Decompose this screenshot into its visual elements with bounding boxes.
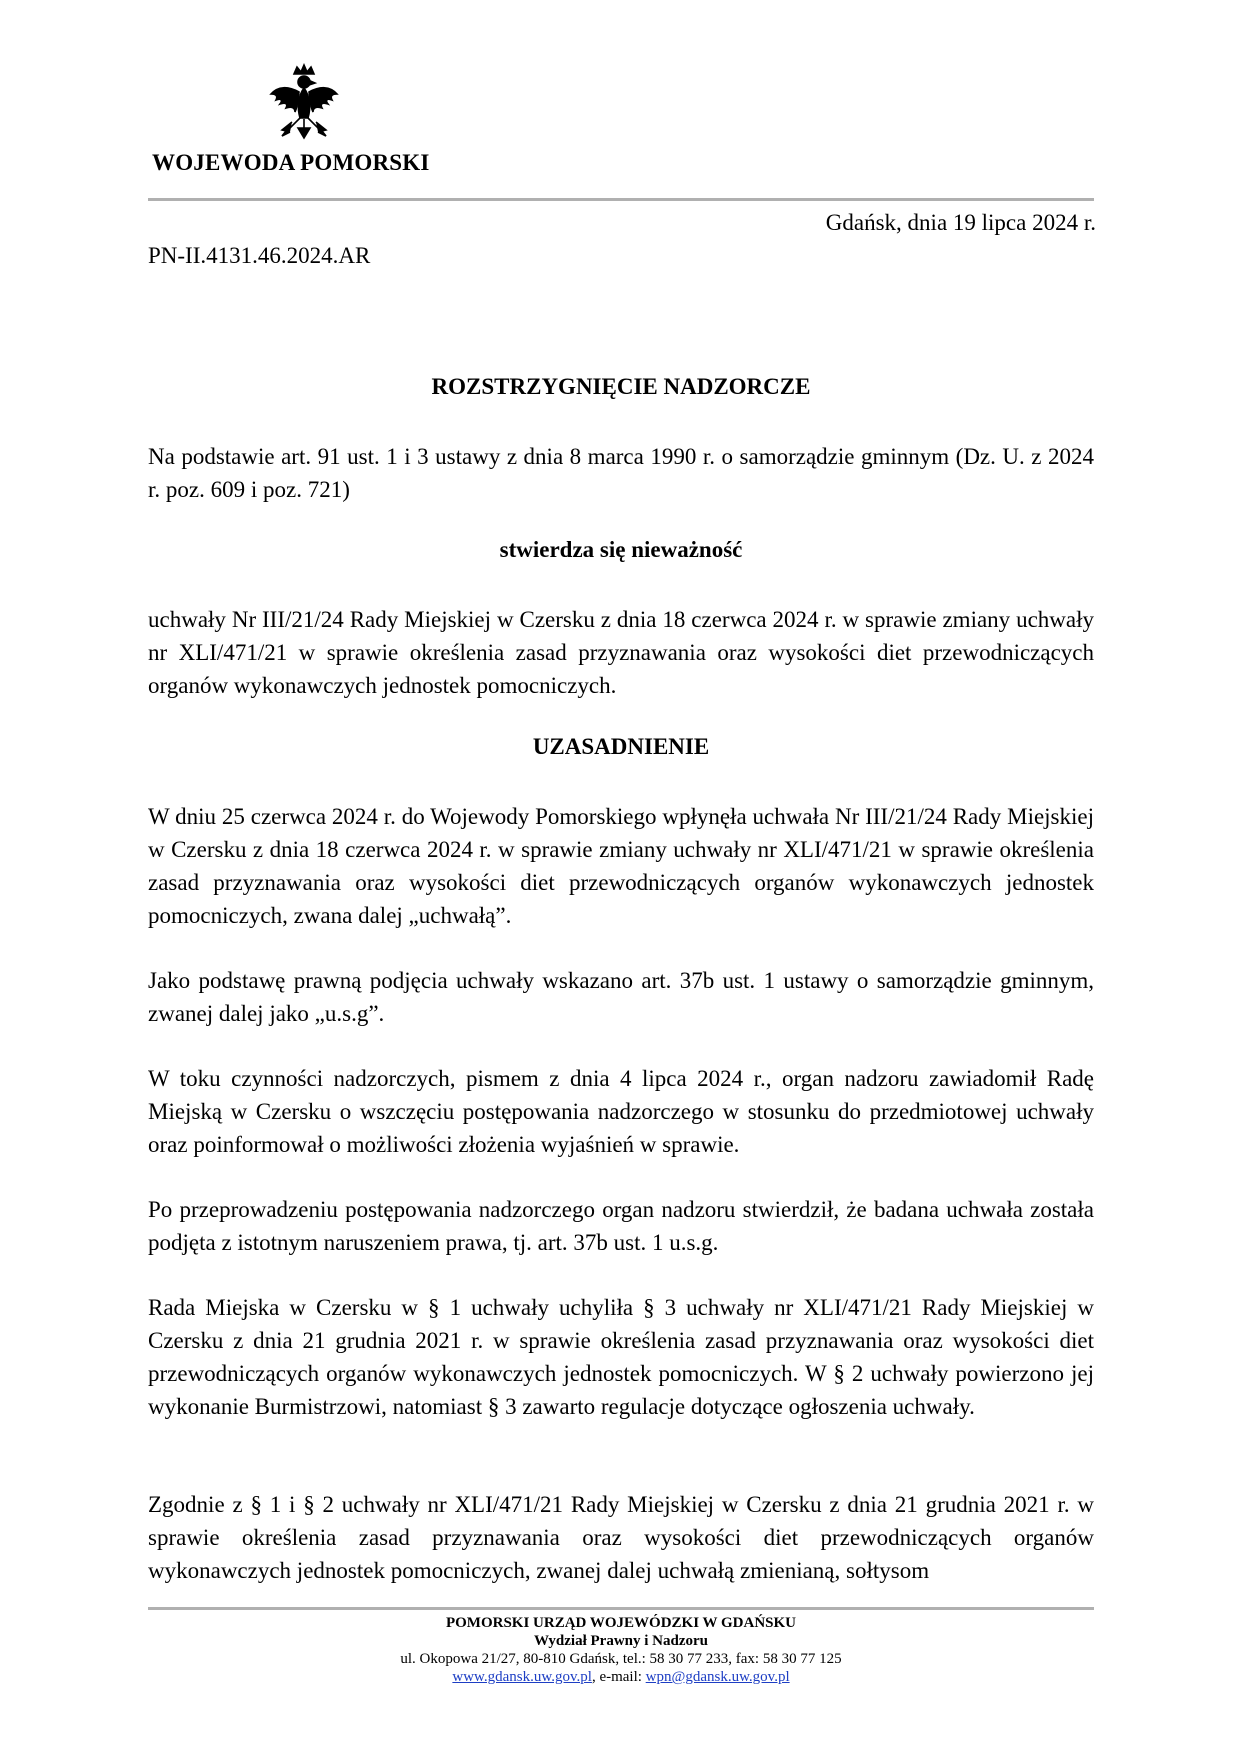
legal-basis-paragraph: Na podstawie art. 91 ust. 1 i 3 ustawy z dnia 8 marca 1990 r. o samorządzie gminnym (Dz. U. z 2024 r. poz. 609 i poz. 721) xyxy=(148,444,1094,502)
document-title: ROZSTRZYGNIĘCIE NADZORCZE xyxy=(431,374,811,399)
footer-divider xyxy=(148,1607,1094,1610)
issuer-name: WOJEWODA POMORSKI xyxy=(152,150,430,175)
decision-heading: stwierdza się nieważność xyxy=(499,537,743,562)
justification-paragraph-3: W toku czynności nadzorczych, pismem z dnia 4 lipca 2024 r., organ nadzoru zawiadomił Radę Miejską w Czersku o wszczęciu postępowania nadzorczego w stosunku do przedmiotowej uchwały oraz poinformował o możliwości złożenia wyjaśnień w sprawie. xyxy=(148,1066,1094,1157)
justification-paragraph-5: Rada Miejska w Czersku w § 1 uchwały uchyliła § 3 uchwały nr XLI/471/21 Rady Miejskiej w Czersku z dnia 21 grudnia 2021 r. w sprawie określenia zasad przyznawania oraz wysokości diet przewodniczących organów wykonawczych jednostek pomocniczych. W § 2 uchwały powierzono jej wykonanie Burmistrzowi, natomiast § 3 zawarto regulacje dotyczące ogłoszenia uchwały. xyxy=(148,1295,1094,1419)
header-divider xyxy=(148,198,1094,201)
justification-heading: UZASADNIENIE xyxy=(532,734,710,759)
footer-office: POMORSKI URZĄD WOJEWÓDZKI W GDAŃSKU xyxy=(445,1615,797,1631)
footer-email-link[interactable]: wpn@gdansk.uw.gov.pl xyxy=(645,1669,790,1685)
subject-paragraph: uchwały Nr III/21/24 Rady Miejskiej w Czersku z dnia 18 czerwca 2024 r. w sprawie zmiany uchwały nr XLI/471/21 w sprawie określenia zasad przyznawania oraz wysokości diet przewodniczących organów wykonawczych jednostek pomocniczych. xyxy=(148,607,1094,698)
reference-number: PN-II.4131.46.2024.AR xyxy=(148,243,371,268)
justification-paragraph-4: Po przeprowadzeniu postępowania nadzorczego organ nadzoru stwierdził, że badana uchwała została podjęta z istotnym naruszeniem prawa, tj. art. 37b ust. 1 u.s.g. xyxy=(148,1197,1094,1255)
footer-website-link[interactable]: www.gdansk.uw.gov.pl xyxy=(452,1669,592,1685)
place-date: Gdańsk, dnia 19 lipca 2024 r. xyxy=(825,210,1096,235)
footer-contact xyxy=(148,1668,1094,1686)
footer-department: Wydział Prawny i Nadzoru xyxy=(533,1633,709,1649)
footer-address: ul. Okopowa 21/27, 80-810 Gdańsk, tel.: 58 30 77 233, fax: 58 30 77 125 xyxy=(400,1651,842,1667)
footer-email-label: , e-mail: xyxy=(591,1669,646,1685)
justification-paragraph-1: W dniu 25 czerwca 2024 r. do Wojewody Pomorskiego wpłynęła uchwała Nr III/21/24 Rady Miejskiej w Czersku z dnia 18 czerwca 2024 r. w sprawie zmiany uchwały nr XLI/471/21 w sprawie określenia zasad przyznawania oraz wysokości diet przewodniczących organów wykonawczych jednostek pomocniczych, zwana dalej „uchwałą”. xyxy=(148,804,1094,928)
justification-paragraph-6: Zgodnie z § 1 i § 2 uchwały nr XLI/471/21 Rady Miejskiej w Czersku z dnia 21 grudnia 2021 r. w sprawie określenia zasad przyznawania oraz wysokości diet przewodniczących organów wykonawczych jednostek pomocniczych, zwanej dalej uchwałą zmienianą, sołtysom xyxy=(148,1492,1094,1583)
justification-paragraph-2: Jako podstawę prawną podjęcia uchwały wskazano art. 37b ust. 1 ustawy o samorządzie gminnym, zwanej dalej jako „u.s.g”. xyxy=(148,968,1094,1026)
polish-eagle-emblem-icon xyxy=(268,62,340,144)
footer xyxy=(148,1614,1094,1686)
